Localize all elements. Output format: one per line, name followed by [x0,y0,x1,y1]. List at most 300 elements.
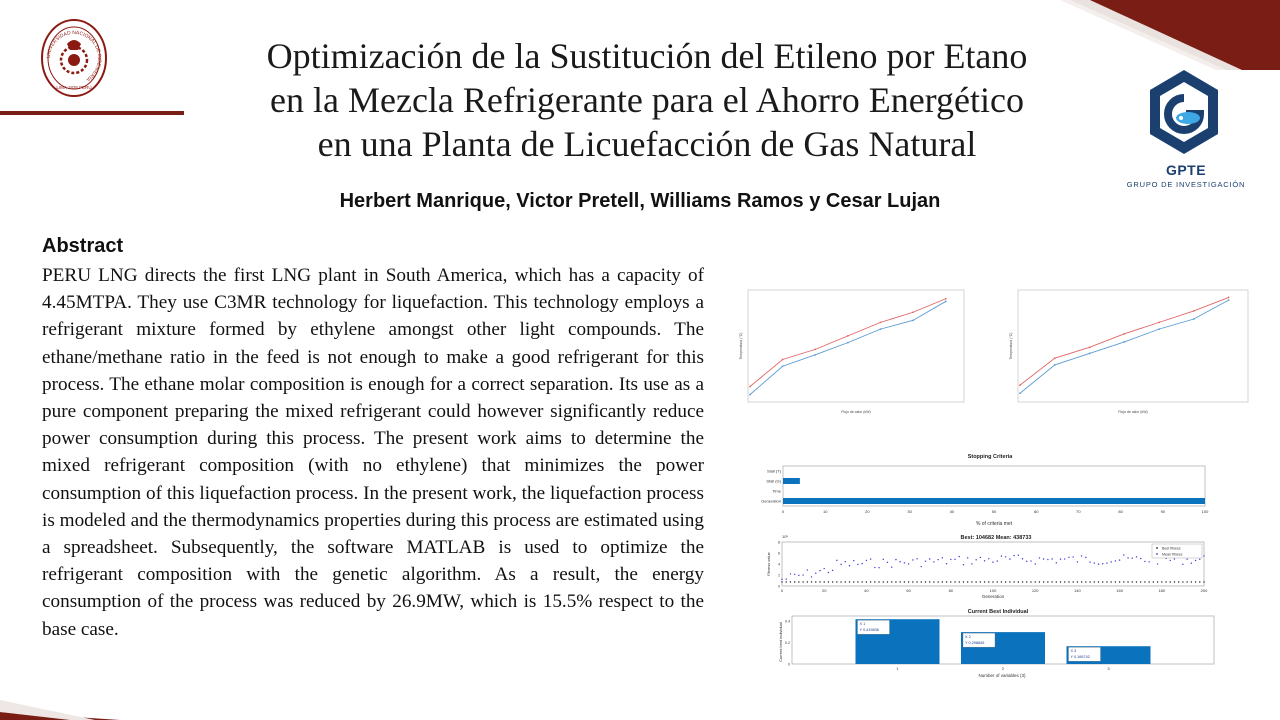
best-fitness-point [883,581,884,582]
best-fitness-point [1060,581,1061,582]
best-fitness-point [1094,581,1095,582]
mean-fitness-point [975,559,976,560]
mean-fitness-point [824,568,825,569]
best-fitness-point [971,581,972,582]
best-fitness-point [1085,581,1086,582]
best-fitness-point [933,581,934,582]
best-fitness-point [824,581,825,582]
mean-fitness-point [916,558,917,559]
best-fitness-point [1026,581,1027,582]
best-fitness-point [925,581,926,582]
best-fitness-point [1136,581,1137,582]
data-point [945,298,947,300]
best-fitness-point [1077,581,1078,582]
data-point [1228,297,1230,299]
tick-label: 60 [906,588,911,593]
data-point [1193,318,1195,320]
x-axis-label: % of criteria met [975,521,1013,527]
best-fitness-point [908,581,909,582]
mean-fitness-point [786,578,787,579]
mean-fitness-point [1022,558,1023,559]
y-tick-label: 0.2 [785,640,790,645]
mean-fitness-point [1191,563,1192,564]
tick-label: 60 [1033,509,1039,514]
title-line: en la Mezcla Refrigerante para el Ahorro Energético [270,80,1024,120]
best-fitness-point [1195,581,1196,582]
data-point [847,342,849,344]
group-subtitle: GRUPO DE INVESTIGACIÓN [1126,180,1246,189]
mean-fitness-point [937,559,938,560]
best-fitness-point [1140,581,1141,582]
best-fitness-point [1186,581,1187,582]
category-label: Generation [761,498,781,504]
mean-fitness-point [1148,561,1149,562]
y-tick-label: 2 [778,573,780,578]
best-fitness-point [832,581,833,582]
mean-fitness-point [1060,558,1061,559]
mean-fitness-point [866,560,867,561]
best-fitness-point [1178,581,1179,582]
tick-label: 0 [780,588,784,593]
best-fitness-point [1051,581,1052,582]
mean-fitness-point [1077,561,1078,562]
best-fitness-point [988,581,989,582]
data-point [782,359,784,361]
mean-fitness-point [1030,560,1031,561]
stopping-criteria-chart [740,450,1220,528]
data-point [880,321,882,323]
data-point [749,386,751,388]
best-fitness-point [1170,581,1171,582]
data-point [1193,310,1195,312]
best-fitness-point [959,581,960,582]
best-fitness-point [984,581,985,582]
mean-fitness-point [912,559,913,560]
best-fitness-point [874,581,875,582]
best-fitness-point [1043,581,1044,582]
y-axis-label: Temperatura (°C) [739,332,743,360]
best-fitness-point [815,581,816,582]
mean-fitness-point [925,560,926,561]
best-fitness-point [1081,581,1082,582]
y-axis-label: Temperatura (°C) [1009,332,1013,360]
best-fitness-point [887,581,888,582]
best-fitness-point [790,581,791,582]
mean-fitness-point [811,576,812,577]
y-tick-label: 8 [778,540,780,545]
best-fitness-point [845,581,846,582]
mean-fitness-point [883,559,884,560]
mean-fitness-point [1144,561,1145,562]
best-fitness-point [937,581,938,582]
best-fitness-point [1047,581,1048,582]
mean-fitness-point [887,562,888,563]
data-point [1123,341,1125,343]
mean-fitness-point [1001,555,1002,556]
mean-fitness-point [861,563,862,564]
data-point [749,394,751,396]
tick-label: 20 [821,588,827,593]
best-fitness-point [997,581,998,582]
mean-fitness-point [1047,559,1048,560]
mean-fitness-point [781,579,782,580]
best-fitness-point [963,581,964,582]
temperature-chart-2 [1008,286,1254,416]
best-fitness-point [861,581,862,582]
tick-label: 2 [1001,666,1005,671]
corner-decoration-bottom [0,690,130,720]
mean-fitness-point [1106,562,1107,563]
mean-fitness-point [853,560,854,561]
mean-fitness-point [870,558,871,559]
poster-title [188,34,1106,166]
best-fitness-point [1001,581,1002,582]
data-point [782,365,784,367]
best-fitness-point [1009,581,1010,582]
tick-label: 10 [822,509,828,514]
mean-fitness-point [819,570,820,571]
data-point [1089,346,1091,348]
best-fitness-point [891,581,892,582]
category-label: Stall (T) [767,468,781,474]
datatip-y: Y 0.166742 [1070,655,1090,660]
mean-fitness-point [1127,557,1128,558]
best-fitness-point [1022,581,1023,582]
mean-fitness-point [1195,560,1196,561]
best-fitness-point [1148,581,1149,582]
mean-fitness-point [1102,563,1103,564]
mean-fitness-point [798,575,799,576]
mean-fitness-point [1039,557,1040,558]
tick-label: 90 [1160,509,1166,514]
mean-fitness-point [1018,555,1019,556]
data-point [1089,353,1091,355]
tick-label: 70 [1076,509,1081,514]
authors: Herbert Manrique, Victor Pretell, Williams Ramos y Cesar Lujan [339,190,941,212]
y-exponent: 10⁵ [782,534,789,539]
tick-label: 100 [1201,509,1209,514]
mean-fitness-point [1072,556,1073,557]
datatip-x: X 3 [1070,649,1077,654]
mean-fitness-point [950,559,951,560]
best-fitness-point [1157,581,1158,582]
best-fitness-point [1119,581,1120,582]
best-fitness-point [807,581,808,582]
data-point [1158,321,1160,323]
mean-fitness-point [980,557,981,558]
tick-label: 180 [1158,588,1166,593]
best-fitness-point [1098,581,1099,582]
mean-fitness-point [1203,555,1204,556]
best-fitness-point [1018,581,1019,582]
data-point [1123,333,1125,335]
best-fitness-point [1123,581,1124,582]
mean-fitness-point [832,570,833,571]
data-point [1228,299,1230,301]
chart-title: Current Best Individual [967,609,1029,615]
mean-fitness-point [942,557,943,558]
best-fitness-point [975,581,976,582]
best-fitness-point [1089,581,1090,582]
y-tick-label: 0.4 [785,619,790,624]
best-fitness-point [942,581,943,582]
best-fitness-point [857,581,858,582]
mean-fitness-point [908,563,909,564]
x-axis-label: Flujo de calor (kW) [841,410,871,414]
data-point [945,301,947,303]
mean-fitness-point [895,559,896,560]
mean-fitness-point [1005,556,1006,557]
best-fitness-point [840,581,841,582]
best-fitness-point [929,581,930,582]
data-point [880,328,882,330]
data-point [814,348,816,350]
data-point [912,311,914,313]
tick-label: 20 [865,509,870,514]
best-fitness-point [811,581,812,582]
best-fitness-point [1102,581,1103,582]
best-fitness-point [878,581,879,582]
y-tick-label: 0 [778,584,780,589]
mean-fitness-point [802,574,803,575]
group-name: GPTE [1165,162,1207,178]
best-fitness-point [828,581,829,582]
best-fitness-point [1191,581,1192,582]
mean-fitness-point [1119,559,1120,560]
mean-fitness-point [1140,558,1141,559]
best-fitness-point [836,581,837,582]
y-tick-label: 6 [778,551,780,556]
mean-fitness-point [946,563,947,564]
mean-fitness-point [836,560,837,561]
mean-fitness-point [1098,563,1099,564]
best-individual-chart [776,604,1220,682]
best-fitness-point [916,581,917,582]
university-ring-text: UNIVERSIDAD NACIONAL DE INGENIERÍA [45,29,103,83]
mean-fitness-point [1110,561,1111,562]
mean-fitness-point [857,564,858,565]
mean-fitness-point [1089,561,1090,562]
tick-label: 120 [1031,588,1039,593]
mean-fitness-point [1064,558,1065,559]
best-fitness-point [870,581,871,582]
tick-label: 40 [864,588,869,593]
mean-fitness-point [1056,562,1057,563]
y-tick-label: 0 [788,662,790,667]
mean-fitness-point [1136,556,1137,557]
mean-fitness-point [929,558,930,559]
best-fitness-point [1035,581,1036,582]
tick-label: 80 [948,588,954,593]
mean-fitness-point [1174,558,1175,559]
mean-fitness-point [899,561,900,562]
x-axis-label: Flujo de calor (kW) [1118,410,1148,414]
data-point [1054,357,1056,359]
best-fitness-point [1199,581,1200,582]
best-fitness-point [1165,581,1166,582]
y-axis-label: Fitness value [766,552,771,576]
mean-fitness-point [1026,561,1027,562]
university-year: LIMA 1876 PERÚ [56,85,92,90]
mean-fitness-point [904,562,905,563]
mean-fitness-point [790,573,791,574]
mean-fitness-point [1199,559,1200,560]
best-fitness-point [1013,581,1014,582]
mean-fitness-point [874,567,875,568]
best-fitness-point [866,581,867,582]
mean-fitness-point [997,560,998,561]
mean-fitness-point [840,564,841,565]
data-point [912,319,914,321]
tick-label: 50 [991,509,997,514]
best-fitness-point [849,581,850,582]
best-fitness-point [1110,581,1111,582]
best-fitness-point [954,581,955,582]
best-fitness-point [1064,581,1065,582]
best-fitness-point [802,581,803,582]
data-point [847,335,849,337]
mean-fitness-point [1182,564,1183,565]
best-fitness-point [1039,581,1040,582]
best-fitness-point [912,581,913,582]
mean-fitness-point [891,566,892,567]
mean-fitness-point [1186,558,1187,559]
best-fitness-point [1068,581,1069,582]
best-fitness-point [992,581,993,582]
data-point [1019,384,1021,386]
tick-label: 80 [1118,509,1123,514]
best-fitness-point [1153,581,1154,582]
mean-fitness-point [992,561,993,562]
best-fitness-point [1203,581,1204,582]
mean-fitness-point [1051,558,1052,559]
x-axis-label: Generation [981,594,1005,599]
datatip-y: Y 0.298845 [965,641,985,646]
mean-fitness-point [988,558,989,559]
best-fitness-point [1144,581,1145,582]
best-fitness-point [1005,581,1006,582]
best-fitness-point [1127,581,1128,582]
mean-fitness-point [815,573,816,574]
mean-fitness-point [921,566,922,567]
mean-fitness-point [959,556,960,557]
legend-item: Best fitness [1162,546,1181,551]
title-line: en una Planta de Licuefacción de Gas Natural [317,124,977,164]
abstract-text: PERU LNG directs the first LNG plant in South America, which has a capacity of 4.45MTPA. They use C3MR technology for liquefaction. This technology employs a refrigerant mixture formed by ethylene amongst other light compounds. The ethane/methane ratio in the feed is not enough to make a good refrigerant for this process. The ethane molar composition is enough for a correct separation. Its use as a pure component preparing the mixed refrigerant could however significantly reduce power consumption during this process. The present work aims to determine the mixed refrigerant composition (with no ethylene) that minimizes the power consumption of this liquefaction process. In the present work, the liquefaction process is modeled and the thermodynamics properties during this process are estimated using a spreadsheet. Subsequently, the software MATLAB is used to optimize the refrigerant composition with the genetic algorithm. As a result, the energy consumption of the process was reduced by 26.9MW, which is 15.5% respect to the base case. [42,265,704,640]
tick-label: 1 [896,666,899,671]
chart-title: Best: 104682 Mean: 438733 [960,535,1032,541]
best-fitness-point [1106,581,1107,582]
y-axis-label: Current best individual [778,622,783,662]
best-fitness-point [950,581,951,582]
best-fitness-point [1030,581,1031,582]
abstract-heading: Abstract [42,235,124,257]
bar [783,478,800,484]
best-fitness-point [786,581,787,582]
series-line [750,301,946,394]
best-fitness-point [904,581,905,582]
mean-fitness-point [1009,558,1010,559]
best-fitness-point [1056,581,1057,582]
datatip-x: X 1 [859,622,866,627]
mean-fitness-point [1123,554,1124,555]
datatip-x: X 2 [965,635,971,640]
university-logo [40,16,108,100]
data-point [1158,328,1160,330]
mean-fitness-point [933,561,934,562]
data-point [814,354,816,356]
tick-label: 160 [1116,588,1123,593]
best-fitness-point [1115,581,1116,582]
mean-fitness-point [849,565,850,566]
category-label: Time [772,488,781,494]
y-tick-label: 4 [778,562,780,567]
mean-fitness-point [1085,557,1086,558]
mean-fitness-point [1132,558,1133,559]
mean-fitness-point [984,560,985,561]
tick-label: 0 [781,509,785,514]
mean-fitness-point [971,563,972,564]
title-line: Optimización de la Sustitución del Etileno por Etano [266,36,1028,76]
category-label: Stall (G) [766,478,781,484]
tick-label: 30 [907,509,912,514]
mean-fitness-point [878,567,879,568]
x-axis-label: Number of variables (3) [978,673,1026,678]
mean-fitness-point [828,572,829,573]
best-fitness-point [798,581,799,582]
tick-label: 140 [1074,588,1081,593]
mean-fitness-point [794,574,795,575]
mean-fitness-point [1043,558,1044,559]
mean-fitness-point [1013,555,1014,556]
best-fitness-point [1161,581,1162,582]
temperature-chart-1 [738,286,970,416]
fitness-chart [760,530,1220,604]
data-point [1054,364,1056,366]
mean-fitness-point [967,557,968,558]
legend-item: Mean fitness [1162,552,1183,557]
best-fitness-point [946,581,947,582]
mean-fitness-point [1115,560,1116,561]
mean-fitness-point [954,559,955,560]
divider-line [0,111,184,115]
mean-fitness-point [807,569,808,570]
tick-label: 3 [1107,666,1110,671]
best-fitness-point [853,581,854,582]
best-fitness-point [899,581,900,582]
mean-fitness-point [1157,563,1158,564]
mean-fitness-point [1094,562,1095,563]
mean-fitness-point [963,564,964,565]
best-fitness-point [980,581,981,582]
best-fitness-point [1132,581,1133,582]
chart-title: Stopping Criteria [967,454,1013,460]
best-fitness-point [1182,581,1183,582]
gpte-logo [1148,68,1220,162]
tick-label: 40 [949,509,955,514]
mean-fitness-point [1081,555,1082,556]
series-line [1020,300,1229,393]
bar [783,498,1205,504]
data-point [1019,392,1021,394]
best-fitness-point [819,581,820,582]
datatip-y: Y 0.419836 [859,628,879,633]
best-fitness-point [781,581,782,582]
mean-fitness-point [1170,560,1171,561]
best-fitness-point [794,581,795,582]
best-fitness-point [895,581,896,582]
mean-fitness-point [1068,557,1069,558]
